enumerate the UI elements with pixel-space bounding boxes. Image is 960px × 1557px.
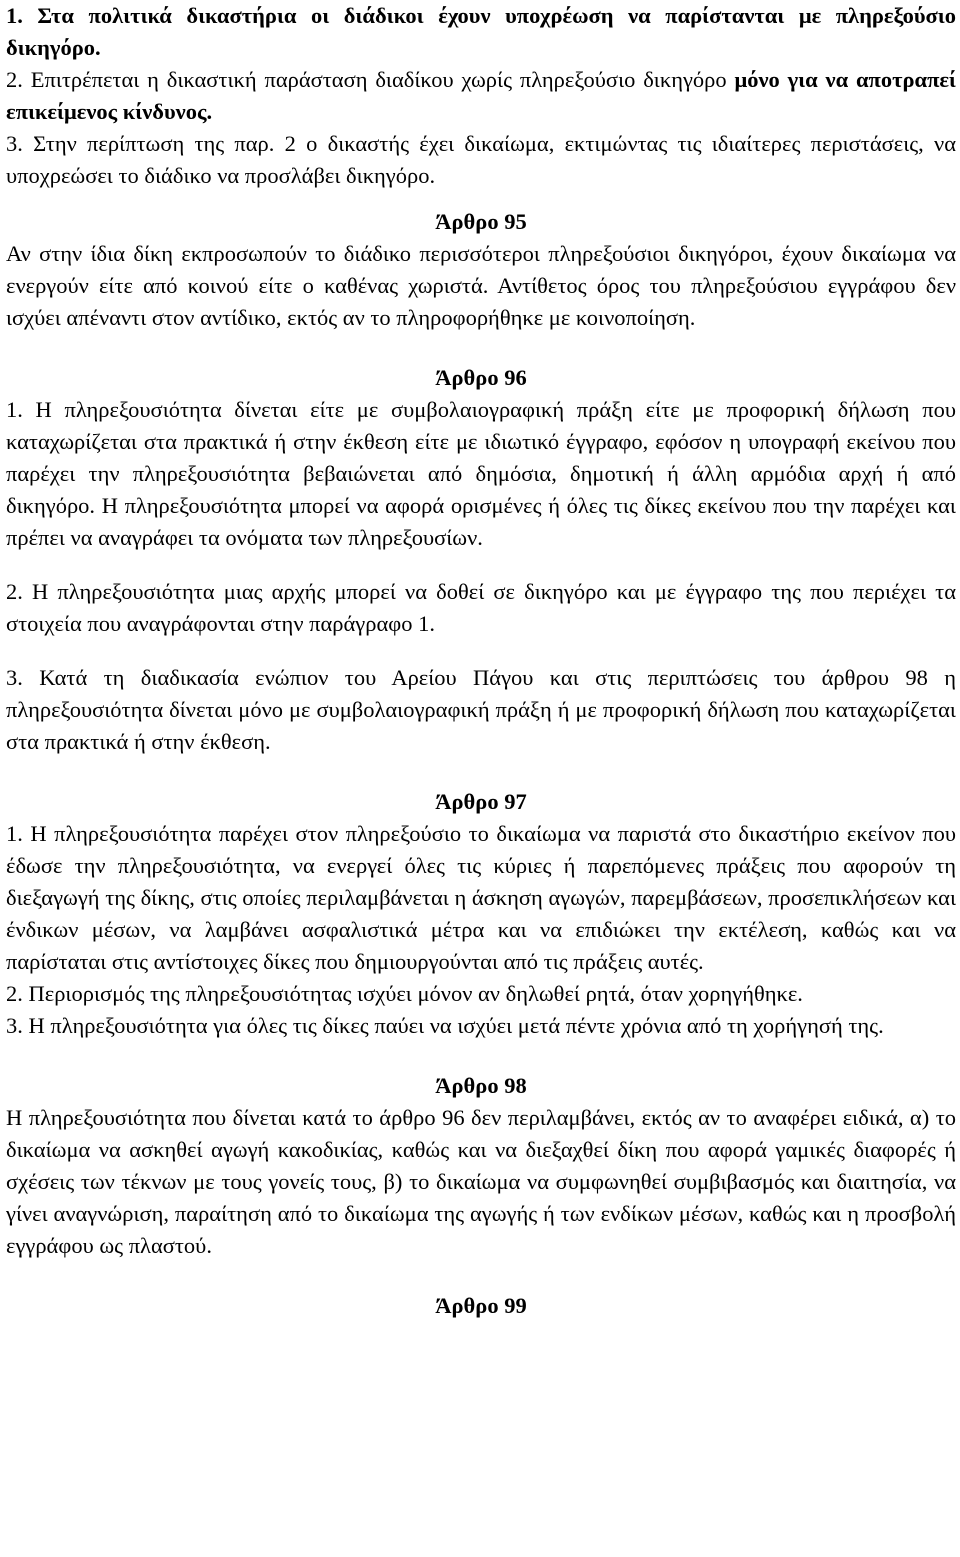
article-98-heading: Άρθρο 98	[435, 1073, 527, 1098]
article-97-heading: Άρθρο 97	[435, 789, 527, 814]
article-95-text: Αν στην ίδια δίκη εκπροσωπούν το διάδικο περισσότεροι πληρεξούσιοι δικηγόροι, έχουν δικαίωμα να ενεργούν είτε από κοινού είτε ο καθένας χωριστά. Αντίθετος όρος του πληρεξούσιου εγγράφου δεν ισχύει απέναντι στον αντίδικο, εκτός αν το πληροφορήθηκε με κοινοποίηση.	[6, 241, 956, 330]
article-94-paragraph-2	[6, 64, 956, 128]
article-97-paragraph-1: 1. Η πληρεξουσιότητα παρέχει στον πληρεξούσιο το δικαίωμα να παριστά στο δικαστήριο εκείνον που έδωσε την πληρεξουσιότητα, να ενεργεί όλες τις κύριες ή παρεπόμενες πράξεις που αφορούν τη διεξαγωγή της δίκης, στις οποίες περιλαμβάνεται η άσκηση αγωγών, παρεμβάσεων, προσεπικλήσεων και ένδικων μέσων, να λαμβάνει ασφαλιστικά μέτρα και να επιδιώκει την εκτέλεση, καθώς και να παρίσταται στις αντίστοιχες δίκες που δημιουργούνται από τις πράξεις αυτές.	[6, 821, 956, 974]
article-97-paragraph-2: 2. Περιορισμός της πληρεξουσιότητας ισχύει μόνον αν δηλωθεί ρητά, όταν χορηγήθηκε.	[6, 981, 803, 1006]
article-94-paragraph-2-plain: 2. Επιτρέπεται η δικαστική παράσταση διαδίκου χωρίς πληρεξούσιο δικηγόρο	[6, 67, 735, 92]
article-96-paragraph-2: 2. Η πληρεξουσιότητα μιας αρχής μπορεί να δοθεί σε δικηγόρο και με έγγραφο της που περιέχει τα στοιχεία που αναγράφονται στην παράγραφο 1.	[6, 579, 956, 636]
article-94-paragraph-2-emphasis: μόνο για να αποτραπεί επικείμενος κίνδυνος.	[6, 67, 956, 124]
article-96-heading: Άρθρο 96	[435, 365, 527, 390]
document-page	[6, 0, 956, 1322]
article-95-heading: Άρθρο 95	[435, 209, 527, 234]
article-97-paragraph-3: 3. Η πληρεξουσιότητα για όλες τις δίκες παύει να ισχύει μετά πέντε χρόνια από τη χορήγησή της.	[6, 1013, 884, 1038]
article-94-paragraph-3: 3. Στην περίπτωση της παρ. 2 ο δικαστής έχει δικαίωμα, εκτιμώντας τις ιδιαίτερες περιστάσεις, να υποχρεώσει το διάδικο να προσλάβει δικηγόρο.	[6, 131, 956, 188]
article-96-paragraph-3: 3. Κατά τη διαδικασία ενώπιον του Αρείου Πάγου και στις περιπτώσεις του άρθρου 98 η πληρεξουσιότητα δίνεται μόνο με συμβολαιογραφική πράξη ή με προφορική δήλωση που καταχωρίζεται στα πρακτικά ή στην έκθεση.	[6, 665, 956, 754]
article-96-paragraph-1: 1. Η πληρεξουσιότητα δίνεται είτε με συμβολαιογραφική πράξη είτε με προφορική δήλωση που καταχωρίζεται στα πρακτικά ή στην έκθεση είτε με ιδιωτικό έγγραφο, εφόσον η υπογραφή εκείνου που παρέχει την πληρεξουσιότητα βεβαιώνεται από δημόσια, δημοτική ή άλλη αρμόδια αρχή ή από δικηγόρο. Η πληρεξουσιότητα μπορεί να αφορά ορισμένες ή όλες τις δίκες εκείνου που την παρέχει και πρέπει να αναγράφει τα ονόματα των πληρεξουσίων.	[6, 397, 956, 550]
article-98-text: Η πληρεξουσιότητα που δίνεται κατά το άρθρο 96 δεν περιλαμβάνει, εκτός αν το αναφέρει ειδικά, α) το δικαίωμα να ασκηθεί αγωγή κακοδικίας, καθώς και να διεξαχθεί δίκη που αφορά γαμικές διαφορές ή σχέσεις των τέκνων με τους γονείς τους, β) το δικαίωμα να συμφωνηθεί συμβιβασμός και διαιτησία, να γίνει αναγνώριση, παραίτηση από το δικαίωμα της αγωγής ή των ενδίκων μέσων, καθώς και η προσβολή εγγράφου ως πλαστού.	[6, 1105, 956, 1258]
article-94-paragraph-2-text	[6, 67, 956, 124]
article-99-heading: Άρθρο 99	[435, 1293, 527, 1318]
article-94-paragraph-1: 1. Στα πολιτικά δικαστήρια οι διάδικοι έχουν υποχρέωση να παρίστανται με πληρεξούσιο δικηγόρο.	[6, 3, 956, 60]
